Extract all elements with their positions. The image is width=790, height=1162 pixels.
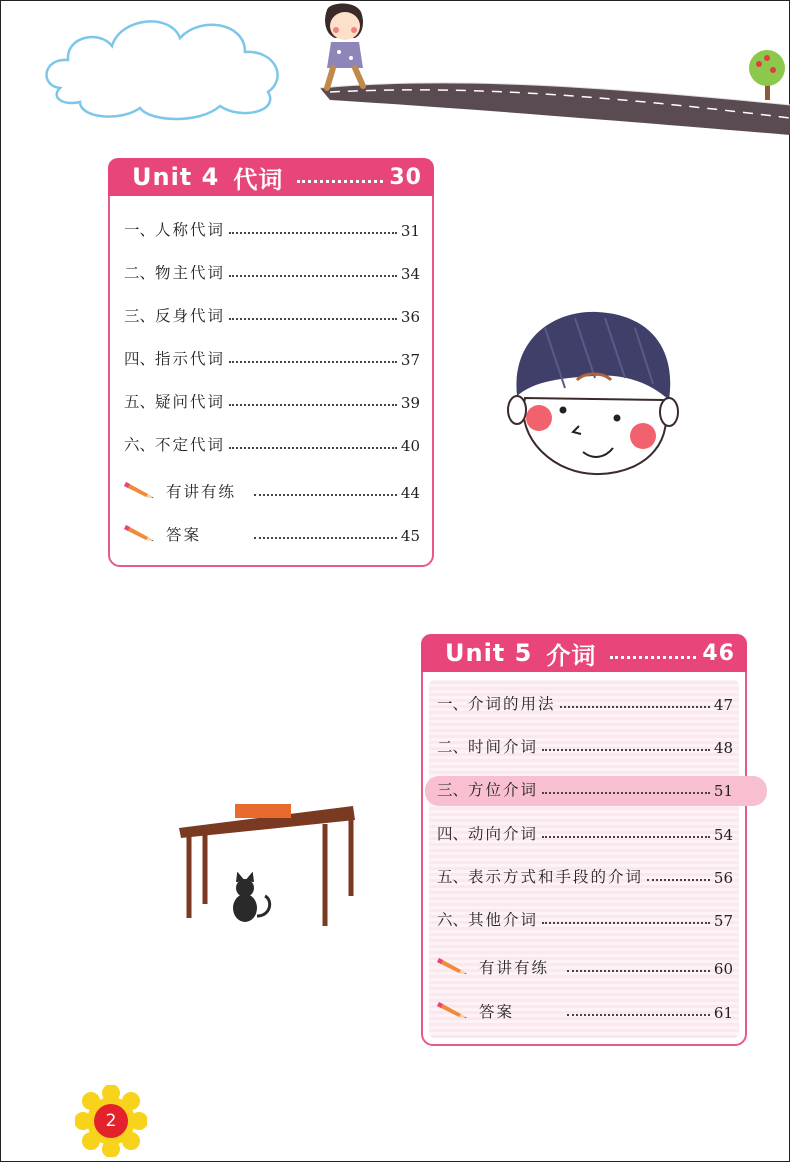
entry-title: 人称代词 xyxy=(155,221,226,239)
toc-header-unit4 xyxy=(108,158,434,196)
leader-dots xyxy=(560,706,710,708)
entry-number: 一、 xyxy=(437,695,469,713)
entry-page: 39 xyxy=(400,394,420,412)
entry-title: 反身代词 xyxy=(155,307,226,325)
entry-number: 三、 xyxy=(124,307,156,325)
toc-entry-practice[interactable] xyxy=(437,950,733,978)
toc-entry[interactable] xyxy=(124,298,420,326)
desk-cat-illustration xyxy=(175,798,360,933)
entry-title: 答案 xyxy=(166,526,202,544)
entry-number: 四、 xyxy=(437,825,469,843)
entry-page: 60 xyxy=(713,960,733,978)
toc-header-unit5 xyxy=(421,634,747,672)
entry-page: 57 xyxy=(713,912,733,930)
toc-unit5 xyxy=(421,634,747,1046)
leader-dots xyxy=(254,537,397,539)
toc-entry[interactable] xyxy=(437,772,733,800)
pencil-icon xyxy=(437,952,471,976)
entry-title: 物主代词 xyxy=(155,264,226,282)
entry-title: 有讲有练 xyxy=(479,959,550,977)
unit-label: Unit 4 xyxy=(132,163,220,191)
entry-page: 31 xyxy=(400,222,420,240)
entry-title: 不定代词 xyxy=(155,436,226,454)
entry-number: 六、 xyxy=(437,911,469,929)
leader-dots xyxy=(229,404,397,406)
entry-page: 36 xyxy=(400,308,420,326)
entry-title: 指示代词 xyxy=(155,350,226,368)
entry-number: 一、 xyxy=(124,221,156,239)
entry-page: 54 xyxy=(713,826,733,844)
toc-entry[interactable] xyxy=(437,902,733,930)
entry-page: 51 xyxy=(713,782,733,800)
entry-page: 56 xyxy=(713,869,733,887)
boy-face-illustration xyxy=(505,308,680,478)
leader-dots xyxy=(610,656,696,659)
unit-title: 代词 xyxy=(233,165,284,194)
entry-page: 40 xyxy=(400,437,420,455)
pencil-icon xyxy=(124,476,158,500)
toc-entry-answers[interactable] xyxy=(437,994,733,1022)
pencil-icon xyxy=(124,519,158,543)
toc-entry[interactable] xyxy=(124,427,420,455)
pencil-icon xyxy=(437,996,471,1020)
leader-dots xyxy=(297,180,383,183)
leader-dots xyxy=(647,879,710,881)
toc-entry[interactable] xyxy=(124,255,420,283)
entry-title: 有讲有练 xyxy=(166,483,237,501)
leader-dots xyxy=(567,1014,710,1016)
leader-dots xyxy=(229,232,397,234)
leader-dots xyxy=(229,318,397,320)
toc-entry[interactable] xyxy=(437,859,733,887)
entry-number: 二、 xyxy=(124,264,156,282)
entry-title: 介词的用法 xyxy=(468,695,556,713)
toc-entry-practice[interactable] xyxy=(124,474,420,502)
entry-number: 五、 xyxy=(437,868,469,886)
leader-dots xyxy=(229,361,397,363)
entry-page: 44 xyxy=(400,484,420,502)
entry-title: 其他介词 xyxy=(468,911,539,929)
unit-page: 30 xyxy=(389,164,422,190)
cloud-illustration xyxy=(40,8,290,123)
toc-entry[interactable] xyxy=(437,686,733,714)
entry-number: 四、 xyxy=(124,350,156,368)
leader-dots xyxy=(542,836,710,838)
entry-title: 疑问代词 xyxy=(155,393,226,411)
leader-dots xyxy=(229,447,397,449)
toc-entry[interactable] xyxy=(124,384,420,412)
toc-entry[interactable] xyxy=(124,341,420,369)
entry-page: 45 xyxy=(400,527,420,545)
toc-unit4 xyxy=(108,158,434,567)
running-child-illustration xyxy=(305,0,385,100)
toc-entry[interactable] xyxy=(124,212,420,240)
unit-label: Unit 5 xyxy=(445,639,533,667)
leader-dots xyxy=(542,922,710,924)
entry-title: 方位介词 xyxy=(468,781,539,799)
entry-page: 61 xyxy=(713,1004,733,1022)
entry-number: 五、 xyxy=(124,393,156,411)
unit-page: 46 xyxy=(702,640,735,666)
page-number: 2 xyxy=(94,1104,128,1138)
unit-title: 介词 xyxy=(546,641,597,670)
entry-page: 34 xyxy=(400,265,420,283)
toc-entry-answers[interactable] xyxy=(124,517,420,545)
entry-title: 表示方式和手段的介词 xyxy=(468,868,644,886)
toc-entry[interactable] xyxy=(437,816,733,844)
entry-page: 37 xyxy=(400,351,420,369)
leader-dots xyxy=(229,275,397,277)
entry-page: 47 xyxy=(713,696,733,714)
tree-illustration xyxy=(745,48,790,103)
toc-entry[interactable] xyxy=(437,729,733,757)
leader-dots xyxy=(254,494,397,496)
entry-title: 动向介词 xyxy=(468,825,539,843)
entry-number: 六、 xyxy=(124,436,156,454)
entry-number: 三、 xyxy=(437,781,469,799)
entry-number: 二、 xyxy=(437,738,469,756)
leader-dots xyxy=(542,792,710,794)
leader-dots xyxy=(567,970,710,972)
entry-title: 时间介词 xyxy=(468,738,539,756)
leader-dots xyxy=(542,749,710,751)
entry-title: 答案 xyxy=(479,1003,515,1021)
entry-page: 48 xyxy=(713,739,733,757)
